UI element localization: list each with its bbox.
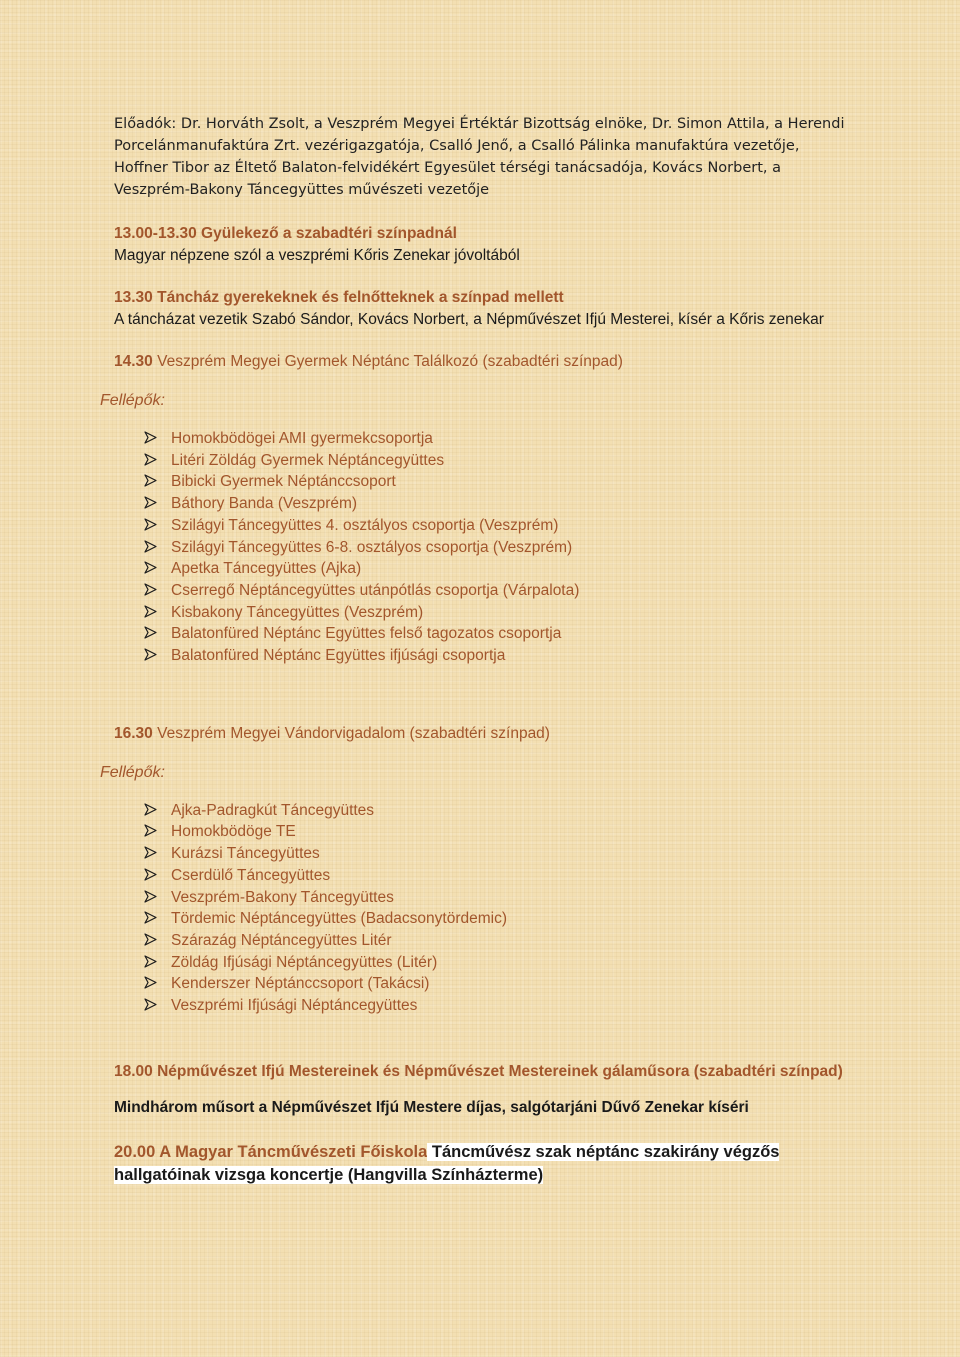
speakers-line-4: Veszprém-Bakony Táncegyüttes művészeti vezetője [114, 182, 490, 198]
performer-name: Kenderszer Néptánccsoport (Takácsi) [171, 975, 430, 993]
arrowhead-bullet-icon [144, 843, 157, 865]
arrowhead-bullet-icon [144, 973, 157, 995]
performer-item [144, 930, 854, 952]
performer-item [144, 428, 854, 450]
performer-item [144, 558, 854, 580]
performer-item [144, 623, 854, 645]
performer-name: Cserdülő Táncegyüttes [171, 866, 331, 884]
arrowhead-bullet-icon [144, 645, 157, 667]
concert-title-part-1: Táncművész szak néptánc szakirány végzős [427, 1142, 780, 1161]
arrowhead-bullet-icon [144, 493, 157, 515]
block-heading [114, 223, 854, 245]
performer-name: Cserregő Néptáncegyüttes utánpótlás csoportja (Várpalota) [171, 581, 580, 599]
arrowhead-bullet-icon [144, 537, 157, 559]
performer-item [144, 973, 854, 995]
speakers-line-1: Előadók: Dr. Horváth Zsolt, a Veszprém Megyei Értéktár Bizottság elnöke, Dr. Simon Attila, a Herendi [114, 116, 845, 132]
performer-name: Homokbödögei AMI gyermekcsoportja [171, 430, 433, 447]
performer-item [144, 515, 854, 537]
performer-name: Balatonfüred Néptánc Együttes ifjúsági csoportja [171, 647, 506, 665]
program-block-gathering [114, 223, 854, 267]
performer-item [144, 995, 854, 1017]
block-heading [114, 287, 854, 309]
program-document [100, 113, 854, 1187]
block-heading [114, 351, 854, 373]
performer-item [144, 493, 854, 515]
block-time: 16.30 [114, 724, 153, 742]
performers-heading: Fellépők: [100, 392, 165, 409]
arrowhead-bullet-icon [144, 995, 157, 1017]
performer-item [144, 908, 854, 930]
performer-name: Báthory Banda (Veszprém) [171, 495, 358, 513]
block-time: 14.30 [114, 353, 153, 370]
block-heading [114, 1061, 854, 1083]
performer-name: Bibicki Gyermek Néptánccsoport [171, 473, 396, 491]
block-title: Népművészet Ifjú Mestereinek és Népművészet Mestereinek gálaműsora (szabadtéri színpad) [152, 1062, 843, 1080]
arrowhead-bullet-icon [144, 821, 157, 843]
performer-item [144, 645, 854, 667]
arrowhead-bullet-icon [144, 580, 157, 602]
block-heading [114, 723, 854, 745]
performer-name: Zöldág Ifjúsági Néptáncegyüttes (Litér) [171, 953, 438, 971]
performer-name: Apetka Táncegyüttes (Ajka) [171, 560, 362, 578]
block-title: Veszprém Megyei Vándorvigadalom (szabadtéri színpad) [152, 724, 550, 742]
performer-name: Ajka-Padragkút Táncegyüttes [171, 801, 375, 819]
program-block-children-dance [100, 351, 854, 667]
performer-name: Homokbödöge TE [171, 823, 296, 841]
performer-name: Veszprémi Ifjúsági Néptáncegyüttes [171, 997, 418, 1015]
performer-item [144, 843, 854, 865]
concert-time-institution: 20.00 A Magyar Táncművészeti Főiskola [114, 1142, 428, 1161]
block-description: A táncházat vezetik Szabó Sándor, Kovács Norbert, a Népművészet Ifjú Mesterei, kísér a Kőris zenekar [114, 311, 824, 328]
performer-item [144, 821, 854, 843]
arrowhead-bullet-icon [144, 887, 157, 909]
arrowhead-bullet-icon [144, 623, 157, 645]
performer-item [144, 537, 854, 559]
performer-item [144, 602, 854, 624]
performers-list [144, 800, 854, 1017]
arrowhead-bullet-icon [144, 515, 157, 537]
speakers-line-3: Hoffner Tibor az Éltető Balaton-felvidékért Egyesület térségi tanácsadója, Kovács Norbert, a [114, 160, 781, 176]
program-block-gala [114, 1061, 854, 1119]
performer-name: Veszprém-Bakony Táncegyüttes [171, 888, 394, 906]
block-time: 13.30 [114, 289, 153, 306]
block-time: 18.00 [114, 1062, 153, 1080]
arrowhead-bullet-icon [144, 602, 157, 624]
performer-name: Szilágyi Táncegyüttes 6-8. osztályos csoportja (Veszprém) [171, 538, 573, 556]
performer-item [144, 580, 854, 602]
program-block-concert [114, 1141, 854, 1187]
arrowhead-bullet-icon [144, 952, 157, 974]
performer-item [144, 450, 854, 472]
performer-item [144, 800, 854, 822]
block-description: Mindhárom műsort a Népművészet Ifjú Mestere díjas, salgótarjáni Dűvő Zenekar kíséri [114, 1098, 749, 1116]
performers-list [144, 428, 854, 667]
speakers-paragraph [114, 113, 854, 201]
performer-name: Kisbakony Táncegyüttes (Veszprém) [171, 603, 424, 621]
performer-item [144, 952, 854, 974]
performer-name: Szárazág Néptáncegyüttes Litér [171, 931, 392, 949]
block-title: Táncház gyerekeknek és felnőtteknek a színpad mellett [152, 289, 564, 306]
performers-heading: Fellépők: [100, 763, 165, 781]
performer-item [144, 471, 854, 493]
arrowhead-bullet-icon [144, 558, 157, 580]
arrowhead-bullet-icon [144, 800, 157, 822]
performer-name: Balatonfüred Néptánc Együttes felső tagozatos csoportja [171, 625, 562, 643]
arrowhead-bullet-icon [144, 908, 157, 930]
concert-title-part-2: hallgatóinak vizsga koncertje (Hangvilla Színházterme) [114, 1165, 544, 1184]
program-block-tanchaz [114, 287, 854, 331]
arrowhead-bullet-icon [144, 930, 157, 952]
block-title: Gyülekező a szabadtéri színpadnál [196, 225, 457, 242]
arrowhead-bullet-icon [144, 428, 157, 450]
performer-item [144, 887, 854, 909]
arrowhead-bullet-icon [144, 471, 157, 493]
block-title: Veszprém Megyei Gyermek Néptánc Találkozó (szabadtéri színpad) [152, 353, 623, 370]
performer-item [144, 865, 854, 887]
performer-name: Kurázsi Táncegyüttes [171, 845, 320, 863]
block-description: Magyar népzene szól a veszprémi Kőris Zenekar jóvoltából [114, 247, 520, 264]
performer-name: Tördemic Néptáncegyüttes (Badacsonytördemic) [171, 910, 507, 928]
arrowhead-bullet-icon [144, 450, 157, 472]
block-time: 13.00-13.30 [114, 225, 197, 242]
program-block-vandorvigadalom [100, 723, 854, 1017]
speakers-line-2: Porcelánmanufaktúra Zrt. vezérigazgatója, Csalló Jenő, a Csalló Pálinka manufaktúra vezetője, [114, 138, 800, 154]
arrowhead-bullet-icon [144, 865, 157, 887]
performer-name: Szilágyi Táncegyüttes 4. osztályos csoportja (Veszprém) [171, 516, 559, 534]
performer-name: Litéri Zöldág Gyermek Néptáncegyüttes [171, 451, 445, 469]
